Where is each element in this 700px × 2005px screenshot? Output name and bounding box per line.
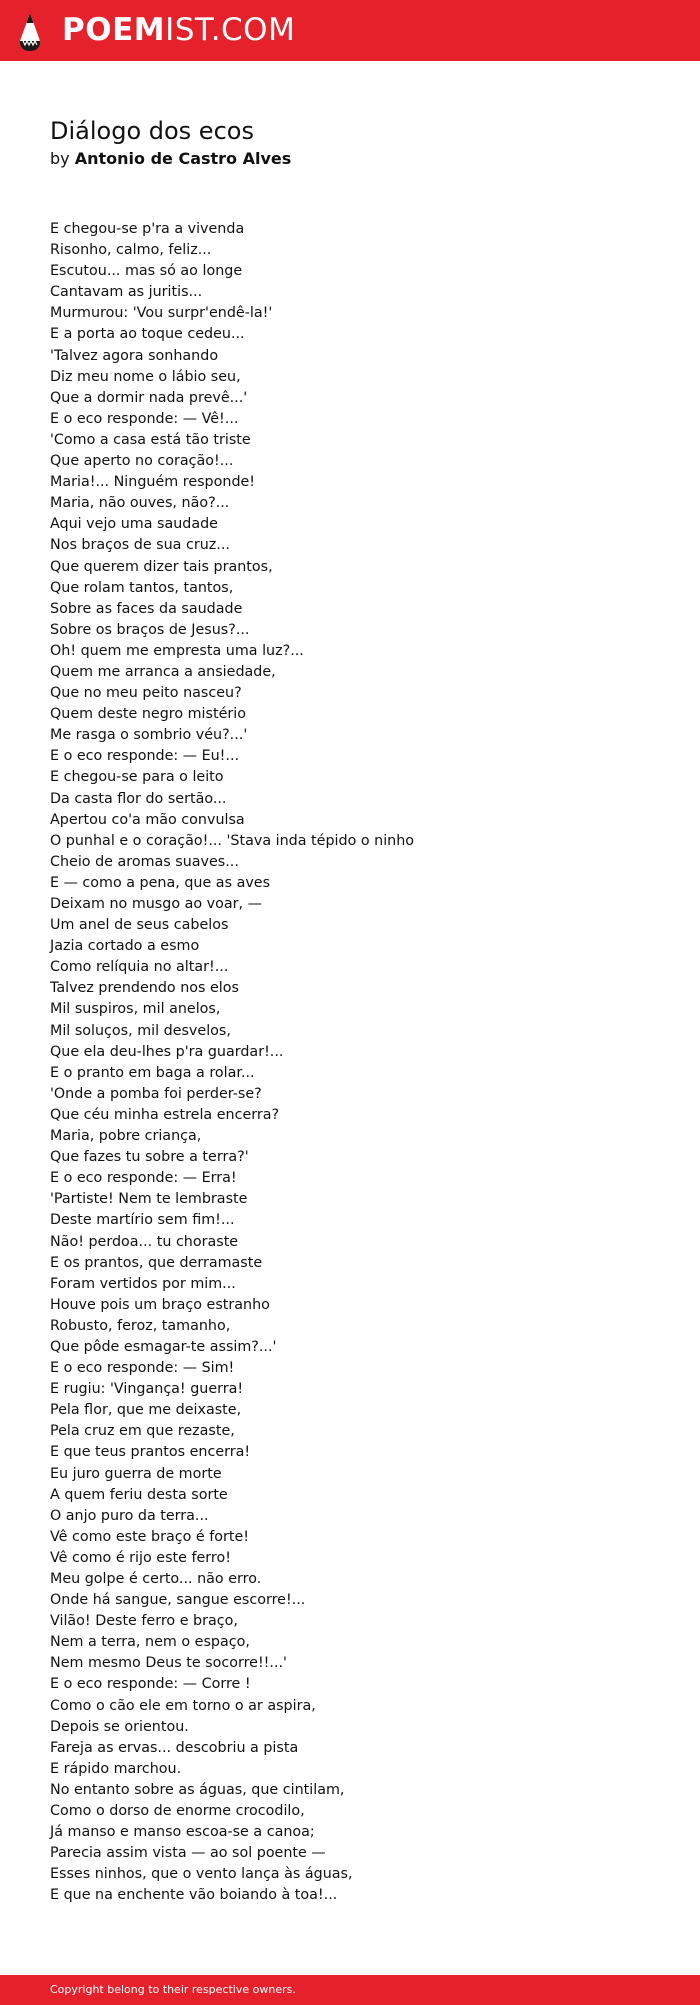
poem-line: Maria, não ouves, não?... <box>50 495 230 512</box>
poem-line: E chegou-se para o leito <box>50 769 224 786</box>
poem-line: Eu juro guerra de morte <box>50 1465 222 1482</box>
poem-line: Pela flor, que me deixaste, <box>50 1402 242 1419</box>
poem-line: E o pranto em baga a rolar... <box>50 1064 255 1081</box>
poem-line: E os prantos, que derramaste <box>50 1254 263 1271</box>
poem-line: Que no meu peito nasceu? <box>50 685 242 702</box>
poem-line: Nem mesmo Deus te socorre!!...' <box>50 1655 287 1672</box>
poem-line: Esses ninhos, que o vento lança às águas, <box>50 1866 353 1883</box>
poem-line: Que pôde esmagar-te assim?...' <box>50 1338 277 1355</box>
poem-line: Vê como é rijo este ferro! <box>50 1549 231 1566</box>
poem-line: E o eco responde: — Eu!... <box>50 748 240 765</box>
poem-line: 'Talvez agora sonhando <box>50 347 219 364</box>
poem-line: Maria!... Ninguém responde! <box>50 474 256 491</box>
by-label: by <box>50 149 70 168</box>
poem-line: Nem a terra, nem o espaço, <box>50 1634 250 1651</box>
poem-line: Que querem dizer tais prantos, <box>50 558 273 575</box>
poem-line: Já manso e manso escoa-se a canoa; <box>50 1824 315 1841</box>
poem-line: Pela cruz em que rezaste, <box>50 1423 235 1440</box>
poem-line: Maria, pobre criança, <box>50 1128 202 1145</box>
poem-line: Que ela deu-lhes p'ra guardar!... <box>50 1043 284 1060</box>
poem-line: E chegou-se p'ra a vivenda <box>50 221 245 237</box>
poem-line: Quem me arranca a ansiedade, <box>50 663 276 680</box>
poem-line: E rápido marchou. <box>50 1760 182 1777</box>
poem-line: Oh! quem me empresta uma luz?... <box>50 642 304 659</box>
poem-line: Que a dormir nada prevê...' <box>50 389 248 406</box>
poem-line: 'Como a casa está tão triste <box>50 431 251 448</box>
poem-line: E o eco responde: — Sim! <box>50 1360 235 1377</box>
poem-line: Apertou co'a mão convulsa <box>50 811 245 828</box>
poem-body <box>50 219 670 1907</box>
brand-name-light: IST.COM <box>165 12 296 48</box>
poem-line: Um anel de seus cabelos <box>50 917 229 934</box>
poem-line: Que fazes tu sobre a terra?' <box>50 1149 249 1166</box>
poem-line: Nos braços de sua cruz... <box>50 537 230 554</box>
poem-line: Vê como este braço é forte! <box>50 1528 250 1545</box>
poem-line: 'Partiste! Nem te lembraste <box>50 1191 248 1208</box>
poem-byline <box>50 148 291 170</box>
poem-line: Como o cão ele em torno o ar aspira, <box>50 1697 316 1714</box>
poem-line: Depois se orientou. <box>50 1718 189 1735</box>
poem-line: Sobre as faces da saudade <box>50 600 243 617</box>
poem-line: Foram vertidos por mim... <box>50 1275 236 1292</box>
poem-line: E — como a pena, que as aves <box>50 874 271 891</box>
poem-line: Que rolam tantos, tantos, <box>50 579 234 596</box>
poem-line: Vilão! Deste ferro e braço, <box>50 1613 238 1630</box>
brand-name-bold: POEM <box>62 12 166 48</box>
poem-line: Que céu minha estrela encerra? <box>50 1106 280 1123</box>
poem-line: Sobre os braços de Jesus?... <box>50 621 250 638</box>
poem-line: Jazia cortado a esmo <box>50 938 200 955</box>
poem-line: Me rasga o sombrio véu?...' <box>50 727 248 744</box>
poem-line: Onde há sangue, sangue escorre!... <box>50 1592 306 1609</box>
site-logo-link[interactable] <box>62 12 295 48</box>
poem-line: E que na enchente vão boiando à toa!... <box>50 1887 338 1904</box>
poem-line: Talvez prendendo nos elos <box>50 980 239 997</box>
poem-line: Cheio de aromas suaves... <box>50 853 239 870</box>
poem-line: E o eco responde: — Corre ! <box>50 1676 251 1693</box>
poem-line: Que aperto no coração!... <box>50 453 234 470</box>
poem-line: Cantavam as juritis... <box>50 284 203 301</box>
poem-line: Robusto, feroz, tamanho, <box>50 1317 231 1334</box>
poem-line: Risonho, calmo, feliz... <box>50 242 212 259</box>
poem-line: Deste martírio sem fim!... <box>50 1212 235 1229</box>
poem-line: E rugiu: 'Vingança! guerra! <box>50 1381 244 1398</box>
copyright-notice: Copyright belong to their respective owners. <box>50 1983 296 1996</box>
poem-line: Deixam no musgo ao voar, — <box>50 896 262 912</box>
poem-line: Aqui vejo uma saudade <box>50 516 218 533</box>
poem-line: Como relíquia no altar!... <box>50 959 229 976</box>
poem-line: Parecia assim vista — ao sol poente — <box>50 1845 326 1862</box>
poem-line: Murmurou: 'Vou surpr'endê-la!' <box>50 305 273 322</box>
poem-line: Meu golpe é certo... não erro. <box>50 1571 262 1587</box>
poem-line: O anjo puro da terra... <box>50 1507 209 1524</box>
poem-line: Mil suspiros, mil anelos, <box>50 1001 221 1018</box>
poem-line: Como o dorso de enorme crocodilo, <box>50 1803 305 1820</box>
poem-line: Mil soluços, mil desvelos, <box>50 1022 231 1039</box>
poem-line: No entanto sobre as águas, que cintilam, <box>50 1781 345 1798</box>
site-header <box>0 0 700 61</box>
poem-line: Escutou... mas só ao longe <box>50 263 243 280</box>
poem-line: E o eco responde: — Erra! <box>50 1170 237 1187</box>
poem-title: Diálogo dos ecos <box>50 117 254 145</box>
poem-line: O punhal e o coração!... 'Stava inda tépido o ninho <box>50 832 415 849</box>
poem-line: Houve pois um braço estranho <box>50 1296 270 1313</box>
poem-line: Não! perdoa... tu choraste <box>50 1233 239 1250</box>
pencil-tip-icon[interactable] <box>18 11 42 53</box>
poem-line: Fareja as ervas... descobriu a pista <box>50 1739 299 1756</box>
author-link[interactable]: Antonio de Castro Alves <box>74 149 292 168</box>
poem-line: Da casta flor do sertão... <box>50 790 227 807</box>
poem-line: E a porta ao toque cedeu... <box>50 326 245 343</box>
poem-line: Quem deste negro mistério <box>50 706 246 723</box>
poem-line: A quem feriu desta sorte <box>50 1486 228 1503</box>
poem-line: E o eco responde: — Vê!... <box>50 410 239 427</box>
poem-line: 'Onde a pomba foi perder-se? <box>50 1085 262 1102</box>
site-footer <box>0 1975 700 2005</box>
poem-line: E que teus prantos encerra! <box>50 1444 251 1461</box>
poem-line: Diz meu nome o lábio seu, <box>50 368 241 385</box>
